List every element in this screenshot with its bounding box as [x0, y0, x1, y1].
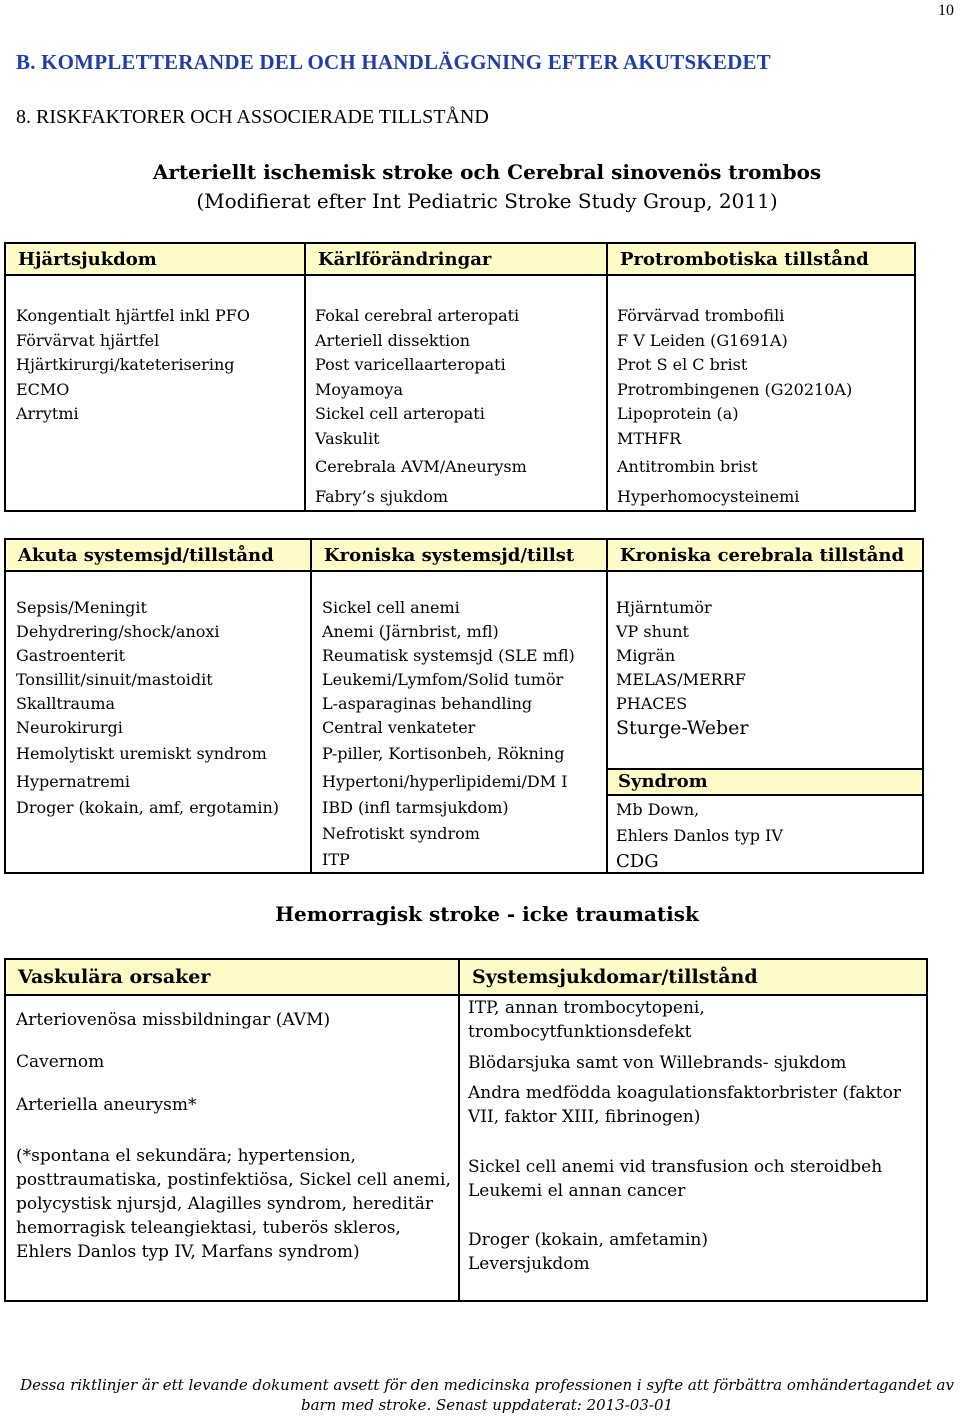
ischemic-source: (Modifierat efter Int Pediatric Stroke Study Group, 2011) — [196, 189, 778, 213]
item-line: Sickel cell anemi vid transfusion och steroidbeh — [468, 1157, 883, 1177]
item-line: trombocytfunktionsdefekt — [468, 1022, 692, 1042]
list-item: Reumatisk systemsjd (SLE mfl) — [322, 646, 575, 665]
col-kroniska-system — [322, 596, 575, 872]
col-hjartsjukdom — [16, 304, 250, 427]
list-item: F V Leiden (G1691A) — [617, 330, 788, 350]
note-line: posttraumatiska, postinfektiösa, Sickel cell anemi, — [16, 1170, 451, 1190]
list-item: Kongentialt hjärtfel inkl PFO — [16, 306, 250, 325]
subsection-heading: 8. RISKFAKTORER OCH ASSOCIERADE TILLSTÅND — [16, 106, 489, 128]
list-item: Droger (kokain, amf, ergotamin) — [16, 798, 279, 817]
list-item: Leukemi/Lymfom/Solid tumör — [322, 670, 564, 689]
list-item: Fokal cerebral arteropati — [315, 306, 520, 325]
list-item: Post varicellaarteropati — [315, 355, 506, 374]
list-item — [468, 1228, 901, 1276]
list-item: L-asparaginas behandling — [322, 694, 533, 713]
col-syndrom — [616, 798, 783, 874]
col-systemsjukdomar — [468, 996, 901, 1276]
list-item — [468, 1155, 901, 1203]
list-item: Tonsillit/sinuit/mastoidit — [16, 670, 213, 689]
list-item: ECMO — [16, 379, 70, 399]
page-number: 10 — [938, 2, 954, 19]
note-line: polycystisk njursjd, Alagilles syndrom, hereditär — [16, 1194, 433, 1214]
table-header-row — [6, 960, 926, 996]
footer-line: Dessa riktlinjer är ett levande dokument avsett för den medicinska professionen i syfte att förbättra omhändertagandet av — [20, 1376, 954, 1394]
list-item: Hjärtkirurgi/kateterisering — [16, 355, 235, 374]
col-protrombotiska — [617, 304, 852, 509]
list-item: Hypernatremi — [16, 772, 131, 791]
list-item: Fabry’s sjukdom — [315, 486, 449, 506]
list-item: Sepsis/Meningit — [16, 598, 147, 617]
item-line: Leukemi el annan cancer — [468, 1181, 686, 1201]
header-akuta: Akuta systemsjd/tillstånd — [6, 540, 310, 570]
list-item: Hyperhomocysteinemi — [617, 486, 800, 506]
list-item: PHACES — [616, 694, 688, 713]
list-item: MTHFR — [617, 428, 682, 448]
list-item: VP shunt — [616, 622, 689, 641]
item-line: Andra medfödda koagulationsfaktorbrister (faktor — [468, 1083, 901, 1103]
divider — [458, 960, 460, 1300]
divider — [606, 244, 608, 510]
hemorrhagic-title: Hemorragisk stroke - icke traumatisk — [275, 902, 699, 926]
list-item: Dehydrering/shock/anoxi — [16, 622, 220, 641]
list-item: Sturge-Weber — [616, 717, 749, 739]
list-item: Förvärvat hjärtfel — [16, 330, 160, 350]
note-line: (*spontana el sekundära; hypertension, — [16, 1146, 356, 1166]
list-item — [468, 1051, 901, 1075]
list-item: Arteriovenösa missbildningar (AVM) — [16, 1010, 331, 1030]
list-item: P-piller, Kortisonbeh, Rökning — [322, 744, 565, 763]
list-item: Sickel cell anemi — [322, 598, 460, 617]
footer-line: barn med stroke. Senast uppdaterat: 2013-03-01 — [300, 1396, 674, 1414]
syndrom-header-cell — [608, 768, 922, 796]
col-karlforandringar — [315, 304, 527, 509]
table-header-row — [6, 540, 922, 572]
list-item: Cavernom — [16, 1052, 105, 1072]
header-karlforandringar: Kärlförändringar — [306, 244, 606, 274]
table-hemorrhagic — [4, 958, 928, 1302]
list-item: Nefrotiskt syndrom — [322, 824, 480, 843]
list-item: Sickel cell arteropati — [315, 404, 485, 423]
header-systemsjukdomar: Systemsjukdomar/tillstånd — [460, 960, 926, 994]
list-item: Gastroenterit — [16, 646, 126, 665]
header-kroniska-system: Kroniska systemsjd/tillst — [312, 540, 606, 570]
list-item: Lipoprotein (a) — [617, 404, 739, 423]
table-header-row — [6, 244, 914, 276]
list-item: Vaskulit — [315, 428, 380, 448]
list-item: Hjärntumör — [616, 598, 712, 617]
table-systemic-conditions — [4, 538, 924, 874]
section-heading: B. KOMPLETTERANDE DEL OCH HANDLÄGGNING EFTER AKUTSKEDET — [16, 50, 771, 74]
note-line: hemorragisk teleangiektasi, tuberös skleros, — [16, 1218, 401, 1238]
divider — [304, 244, 306, 510]
item-line: VII, faktor XIII, fibrinogen) — [468, 1107, 701, 1127]
list-item: Prot S el C brist — [617, 355, 748, 374]
ischemic-title: Arteriellt ischemisk stroke och Cerebral sinovenös trombos — [152, 160, 822, 184]
list-item: Förvärvad trombofili — [617, 306, 785, 325]
header-protrombotiska: Protrombotiska tillstånd — [608, 244, 914, 274]
list-item — [468, 1081, 901, 1129]
header-kroniska-cerebrala: Kroniska cerebrala tillstånd — [608, 540, 922, 570]
syndrom-header: Syndrom — [618, 771, 708, 792]
col-vaskulara — [16, 1008, 330, 1117]
list-item: IBD (infl tarmsjukdom) — [322, 798, 509, 817]
list-item: Mb Down, — [616, 800, 700, 819]
list-item: MELAS/MERRF — [616, 670, 746, 689]
list-item — [468, 996, 901, 1044]
list-item: Anemi (Järnbrist, mfl) — [322, 622, 499, 641]
item-line: ITP, annan trombocytopeni, — [468, 998, 705, 1018]
list-item: Antitrombin brist — [617, 457, 758, 476]
note-line: Ehlers Danlos typ IV, Marfans syndrom) — [16, 1242, 360, 1262]
list-item: ITP — [322, 850, 350, 869]
list-item: Ehlers Danlos typ IV — [616, 826, 783, 845]
col-kroniska-cerebrala — [616, 596, 748, 740]
list-item: Arteriella aneurysm* — [16, 1095, 197, 1115]
header-vaskulara: Vaskulära orsaker — [6, 960, 458, 994]
item-line: Droger (kokain, amfetamin) — [468, 1230, 708, 1250]
footer — [0, 1375, 960, 1415]
list-item: Arrytmi — [16, 404, 79, 423]
list-item: Central venkateter — [322, 718, 476, 737]
divider — [310, 540, 312, 872]
list-item: Cerebrala AVM/Aneurysm — [315, 457, 527, 476]
list-item: Hemolytiskt uremiskt syndrom — [16, 744, 267, 763]
item-line: Leversjukdom — [468, 1254, 590, 1274]
list-item: CDG — [616, 851, 659, 872]
list-item: Neurokirurgi — [16, 718, 123, 737]
divider — [606, 540, 608, 872]
header-hjartsjukdom: Hjärtsjukdom — [6, 244, 304, 274]
table-ischemic-risk — [4, 242, 916, 512]
list-item: Protrombingenen (G20210A) — [617, 379, 853, 399]
list-item: Arteriell dissektion — [315, 330, 471, 350]
item-line: Blödarsjuka samt von Willebrands- sjukdom — [468, 1053, 847, 1073]
list-item: Migrän — [616, 646, 676, 665]
list-item: Skalltrauma — [16, 694, 116, 713]
col-akuta — [16, 596, 279, 820]
list-item: Hypertoni/hyperlipidemi/DM I — [322, 772, 568, 791]
list-item: Moyamoya — [315, 379, 403, 399]
col-vaskulara-note — [16, 1144, 451, 1264]
